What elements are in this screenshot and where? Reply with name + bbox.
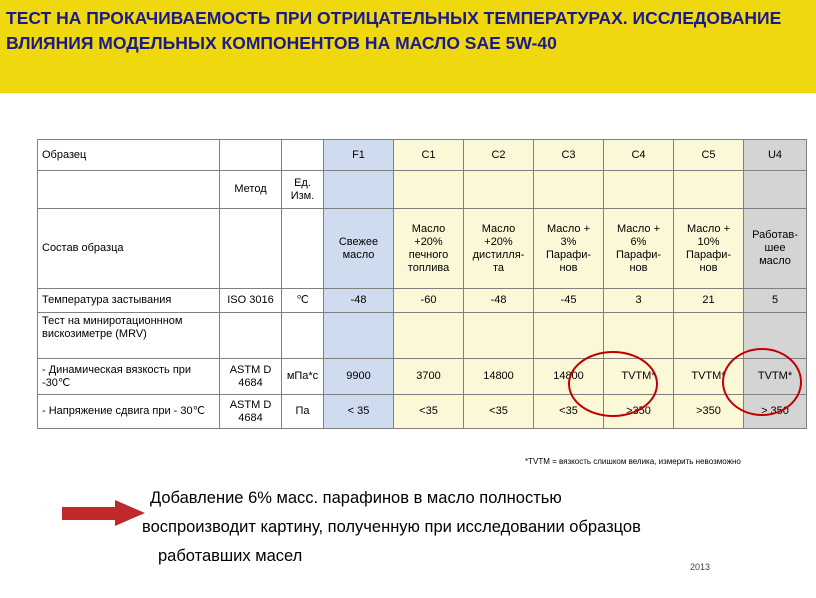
cell-u4-blank bbox=[744, 171, 807, 209]
row3-value-c3: <35 bbox=[534, 395, 604, 429]
table-footnote: *TVTM = вязкость слишком велика, измерить невозможно bbox=[525, 457, 741, 466]
row0-value-c4: 3 bbox=[604, 289, 674, 313]
cell-composition-u4: Работав-шее масло bbox=[744, 209, 807, 289]
cell-composition-c1: Масло +20% печного топлива bbox=[394, 209, 464, 289]
cell-composition-unit bbox=[282, 209, 324, 289]
cell-c1-blank bbox=[394, 171, 464, 209]
title-banner bbox=[0, 0, 816, 93]
page-title: ТЕСТ НА ПРОКАЧИВАЕМОСТЬ ПРИ ОТРИЦАТЕЛЬНЫХ ТЕМПЕРАТУРАХ. ИССЛЕДОВАНИЕ ВЛИЯНИЯ МОДЕЛЬНЫХ КОМПОНЕНТОВ НА МАСЛО SAE 5W-40 bbox=[6, 8, 782, 53]
row2-value-c3: 14800 bbox=[534, 359, 604, 395]
table-row bbox=[38, 359, 807, 395]
row0-value-c3: -45 bbox=[534, 289, 604, 313]
row2-method: ASTM D 4684 bbox=[220, 359, 282, 395]
row1-method bbox=[220, 313, 282, 359]
row0-value-c5: 21 bbox=[674, 289, 744, 313]
row3-value-f1: < 35 bbox=[324, 395, 394, 429]
row2-value-c4: TVTM* bbox=[604, 359, 674, 395]
arrow-icon bbox=[62, 500, 147, 526]
row0-value-f1: -48 bbox=[324, 289, 394, 313]
row1-value-c4 bbox=[604, 313, 674, 359]
table-row bbox=[38, 289, 807, 313]
row0-value-c2: -48 bbox=[464, 289, 534, 313]
cell-sample-id-c1: C1 bbox=[394, 140, 464, 171]
cell-sample-id-u4: U4 bbox=[744, 140, 807, 171]
cell-c5-blank bbox=[674, 171, 744, 209]
row2-unit: мПа*с bbox=[282, 359, 324, 395]
row2-label: - Динамическая вязкость при -30℃ bbox=[38, 359, 220, 395]
row0-value-c1: -60 bbox=[394, 289, 464, 313]
cell-f1-blank bbox=[324, 171, 394, 209]
cell-sample-id-f1: F1 bbox=[324, 140, 394, 171]
row2-value-f1: 9900 bbox=[324, 359, 394, 395]
cell-composition-label: Состав образца bbox=[38, 209, 220, 289]
row0-value-u4: 5 bbox=[744, 289, 807, 313]
conclusion-line-3: работавших масел bbox=[158, 547, 303, 565]
row3-method: ASTM D 4684 bbox=[220, 395, 282, 429]
cell-composition-c4: Масло + 6% Парафи-нов bbox=[604, 209, 674, 289]
cell-blank-left bbox=[38, 171, 220, 209]
cell-composition-method bbox=[220, 209, 282, 289]
row1-value-c2 bbox=[464, 313, 534, 359]
cell-sample-id-c3: C3 bbox=[534, 140, 604, 171]
row2-value-c5: TVTM* bbox=[674, 359, 744, 395]
row1-value-c1 bbox=[394, 313, 464, 359]
arrow-head bbox=[115, 500, 145, 526]
row3-value-c4: >350 bbox=[604, 395, 674, 429]
table-row-method-unit bbox=[38, 171, 807, 209]
row2-value-c2: 14800 bbox=[464, 359, 534, 395]
cell-c3-blank bbox=[534, 171, 604, 209]
cell-sample-id-c5: C5 bbox=[674, 140, 744, 171]
conclusion-text bbox=[142, 484, 780, 571]
cell-empty-unit bbox=[282, 140, 324, 171]
results-table bbox=[37, 139, 807, 429]
table-row-composition bbox=[38, 209, 807, 289]
cell-composition-f1: Свежее масло bbox=[324, 209, 394, 289]
results-table-container bbox=[37, 139, 806, 429]
cell-method-header: Метод bbox=[220, 171, 282, 209]
row3-unit: Па bbox=[282, 395, 324, 429]
row1-value-u4 bbox=[744, 313, 807, 359]
cell-composition-c3: Масло + 3% Парафи-нов bbox=[534, 209, 604, 289]
row0-label: Температура застывания bbox=[38, 289, 220, 313]
slide-year: 2013 bbox=[690, 562, 711, 572]
table-row bbox=[38, 395, 807, 429]
row3-value-u4: > 350 bbox=[744, 395, 807, 429]
table-row-sample-ids bbox=[38, 140, 807, 171]
cell-sample-id-c4: C4 bbox=[604, 140, 674, 171]
row0-method: ISO 3016 bbox=[220, 289, 282, 313]
row0-unit: ℃ bbox=[282, 289, 324, 313]
cell-c4-blank bbox=[604, 171, 674, 209]
row1-unit bbox=[282, 313, 324, 359]
table-row bbox=[38, 313, 807, 359]
row3-label: - Напряжение сдвига при - 30℃ bbox=[38, 395, 220, 429]
row3-value-c1: <35 bbox=[394, 395, 464, 429]
cell-sample-id-c2: C2 bbox=[464, 140, 534, 171]
arrow-shaft bbox=[62, 507, 117, 520]
row2-value-c1: 3700 bbox=[394, 359, 464, 395]
conclusion-line-1: Добавление 6% масс. парафинов в масло полностью bbox=[150, 489, 562, 507]
row1-value-f1 bbox=[324, 313, 394, 359]
cell-composition-c5: Масло + 10% Парафи-нов bbox=[674, 209, 744, 289]
cell-sample-label: Образец bbox=[38, 140, 220, 171]
row3-value-c5: >350 bbox=[674, 395, 744, 429]
row2-value-u4: TVTM* bbox=[744, 359, 807, 395]
row1-value-c5 bbox=[674, 313, 744, 359]
row1-label: Тест на миниротационнном вискозиметре (MRV) bbox=[38, 313, 220, 359]
row3-value-c2: <35 bbox=[464, 395, 534, 429]
cell-c2-blank bbox=[464, 171, 534, 209]
cell-empty-method bbox=[220, 140, 282, 171]
row1-value-c3 bbox=[534, 313, 604, 359]
cell-unit-header: Ед. Изм. bbox=[282, 171, 324, 209]
cell-composition-c2: Масло +20% дистилля-та bbox=[464, 209, 534, 289]
conclusion-line-2: воспроизводит картину, полученную при исследовании образцов bbox=[142, 518, 641, 536]
